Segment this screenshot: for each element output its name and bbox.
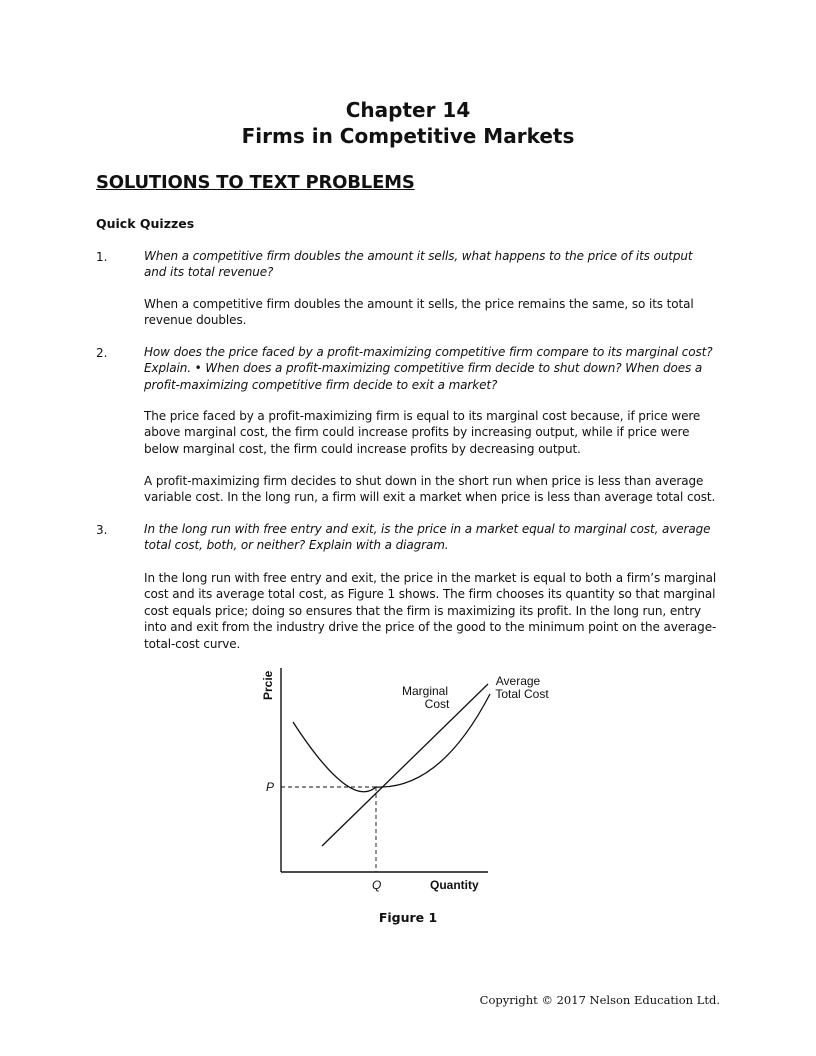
cost-curves-figure xyxy=(250,660,570,900)
question-text: In the long run with free entry and exit, is the price in a market equal to marginal cost, average total cost, both, or neither? Explain with a diagram. xyxy=(144,522,711,553)
chapter-title: Firms in Competitive Markets xyxy=(241,124,575,148)
mc-label: Marginal xyxy=(401,684,449,698)
item-number: 2. xyxy=(96,346,108,360)
price-label: P xyxy=(266,780,275,794)
answer-text: In the long run with free entry and exit, the price in the market is equal to both a firm’s marginal cost and its average total cost, as Figure 1 shows. The firm chooses its quantity so that marginal cost equals price; doing so ensures that the firm is maximizing its profit. In the long run, entry into and exit from the industry drive the price of the good to the minimum point on the average-total-cost curve. xyxy=(144,571,717,651)
average-total-cost-curve xyxy=(293,694,490,792)
question-text: When a competitive firm doubles the amount it sells, what happens to the price of its output and its total revenue? xyxy=(144,249,693,280)
atc-label: Average xyxy=(495,674,541,688)
section-title: SOLUTIONS TO TEXT PROBLEMS xyxy=(96,172,415,193)
x-axis-label: Quantity xyxy=(430,878,479,892)
item-number: 3. xyxy=(96,523,108,537)
y-axis-label: Prcie xyxy=(261,670,275,700)
mc-label: Cost xyxy=(424,697,450,711)
quantity-label: Q xyxy=(372,878,382,892)
question-text: How does the price faced by a profit-maximizing competitive firm compare to its marginal cost? Explain. • When does a profit-maximizing competitive firm decide to shut down? When does a profit-maximizing competitive firm decide to exit a market? xyxy=(144,345,713,392)
chapter-number: Chapter 14 xyxy=(345,98,471,122)
copyright-footer: Copyright © 2017 Nelson Education Ltd. xyxy=(479,993,720,1007)
answer-text: The price faced by a profit-maximizing firm is equal to its marginal cost because, if price were above marginal cost, the firm could increase profits by increasing output, while if price were below marginal cost, the firm could increase profits by decreasing output. xyxy=(144,409,701,456)
answer-text: When a competitive firm doubles the amount it sells, the price remains the same, so its total revenue doubles. xyxy=(144,297,694,328)
marginal-cost-curve xyxy=(322,684,488,846)
item-number: 1. xyxy=(96,250,108,264)
figure-caption: Figure 1 xyxy=(378,910,438,925)
atc-label: Total Cost xyxy=(495,687,549,701)
subsection-title: Quick Quizzes xyxy=(96,216,195,231)
answer-text: A profit-maximizing firm decides to shut down in the short run when price is less than average variable cost. In the long run, a firm will exit a market when price is less than average total cost. xyxy=(144,474,716,505)
